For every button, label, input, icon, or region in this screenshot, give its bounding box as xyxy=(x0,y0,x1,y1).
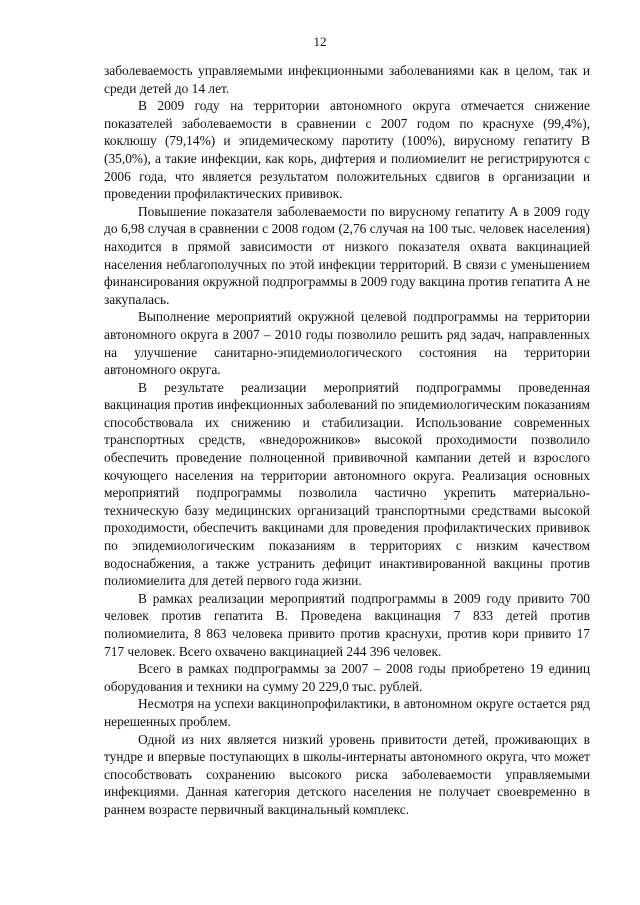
paragraph-1: заболеваемость управляемыми инфекционными заболеваниями как в целом, так и среди детей до 14 лет. xyxy=(104,63,590,96)
paragraph-5: В результате реализации мероприятий подпрограммы проведенная вакцинация против инфекционных заболеваний по эпидемиологическим показаниям способствовала их снижению и стабилизации. Использование современных транспортных средств, «внедорожников» высокой проходимости позволило обеспечить проведение полноценной прививочной кампании детей и взрослого кочующего населения на территории автономного округа. Реализация основных мероприятий подпрограммы позволила частично укрепить материально-техническую базу медицинских организаций транспортными средствами высокой проходимости, обеспечить вакцинами для проведения профилактических прививок по эпидемиологическим показаниям в территориях с низким качеством водоснабжения, а также устранить дефицит инактивированной вакцины против полиомиелита для детей первого года жизни. xyxy=(104,379,590,589)
paragraph-4: Выполнение мероприятий окружной целевой подпрограммы на территории автономного округа в 2007 – 2010 годы позволило решить ряд задач, направленных на улучшение санитарно-эпидемиологического состояния на территории автономного округа. xyxy=(104,309,590,378)
paragraph-2: В 2009 году на территории автономного округа отмечается снижение показателей заболеваемости в сравнении с 2007 годом по краснухе (99,4%), коклюшу (79,14%) и эпидемическому паротиту (100%), вирусному гепатиту В (35,0%), а такие инфекции, как корь, дифтерия и полиомиелит не регистрируются с 2006 года, что является результатом положительных сдвигов в организации и проведении профилактических прививок. xyxy=(104,98,590,202)
page-number: 12 xyxy=(313,34,327,49)
paragraph-3: Повышение показателя заболеваемости по вирусному гепатиту А в 2009 году до 6,98 случая в сравнении с 2008 годом (2,76 случая на 100 тыс. человек населения) находится в прямой зависимости от низкого показателя охвата вакцинацией населения неблагополучных по этой инфекции территорий. В связи с уменьшением финансирования окружной подпрограммы в 2009 году вакцина против гепатита А не закупалась. xyxy=(104,203,590,307)
paragraph-6: В рамках реализации мероприятий подпрограммы в 2009 году привито 700 человек против гепатита В. Проведена вакцинация 7 833 детей против полиомиелита, 8 863 человека привито против краснухи, против кори привито 17 717 человек. Всего охвачено вакцинацией 244 396 человек. xyxy=(104,590,590,659)
document-body xyxy=(104,62,590,819)
paragraph-8: Несмотря на успехи вакцинопрофилактики, в автономном округе остается ряд нерешенных проблем. xyxy=(104,696,590,729)
paragraph-9: Одной из них является низкий уровень привитости детей, проживающих в тундре и впервые поступающих в школы-интернаты автономного округа, что может способствовать сохранению высокого риска заболеваемости управляемыми инфекциями. Данная категория детского населения не получает своевременно в раннем возрасте первичный вакцинальный комплекс. xyxy=(104,731,590,817)
paragraph-7: Всего в рамках подпрограммы за 2007 – 2008 годы приобретено 19 единиц оборудования и техники на сумму 20 229,0 тыс. рублей. xyxy=(104,661,590,694)
